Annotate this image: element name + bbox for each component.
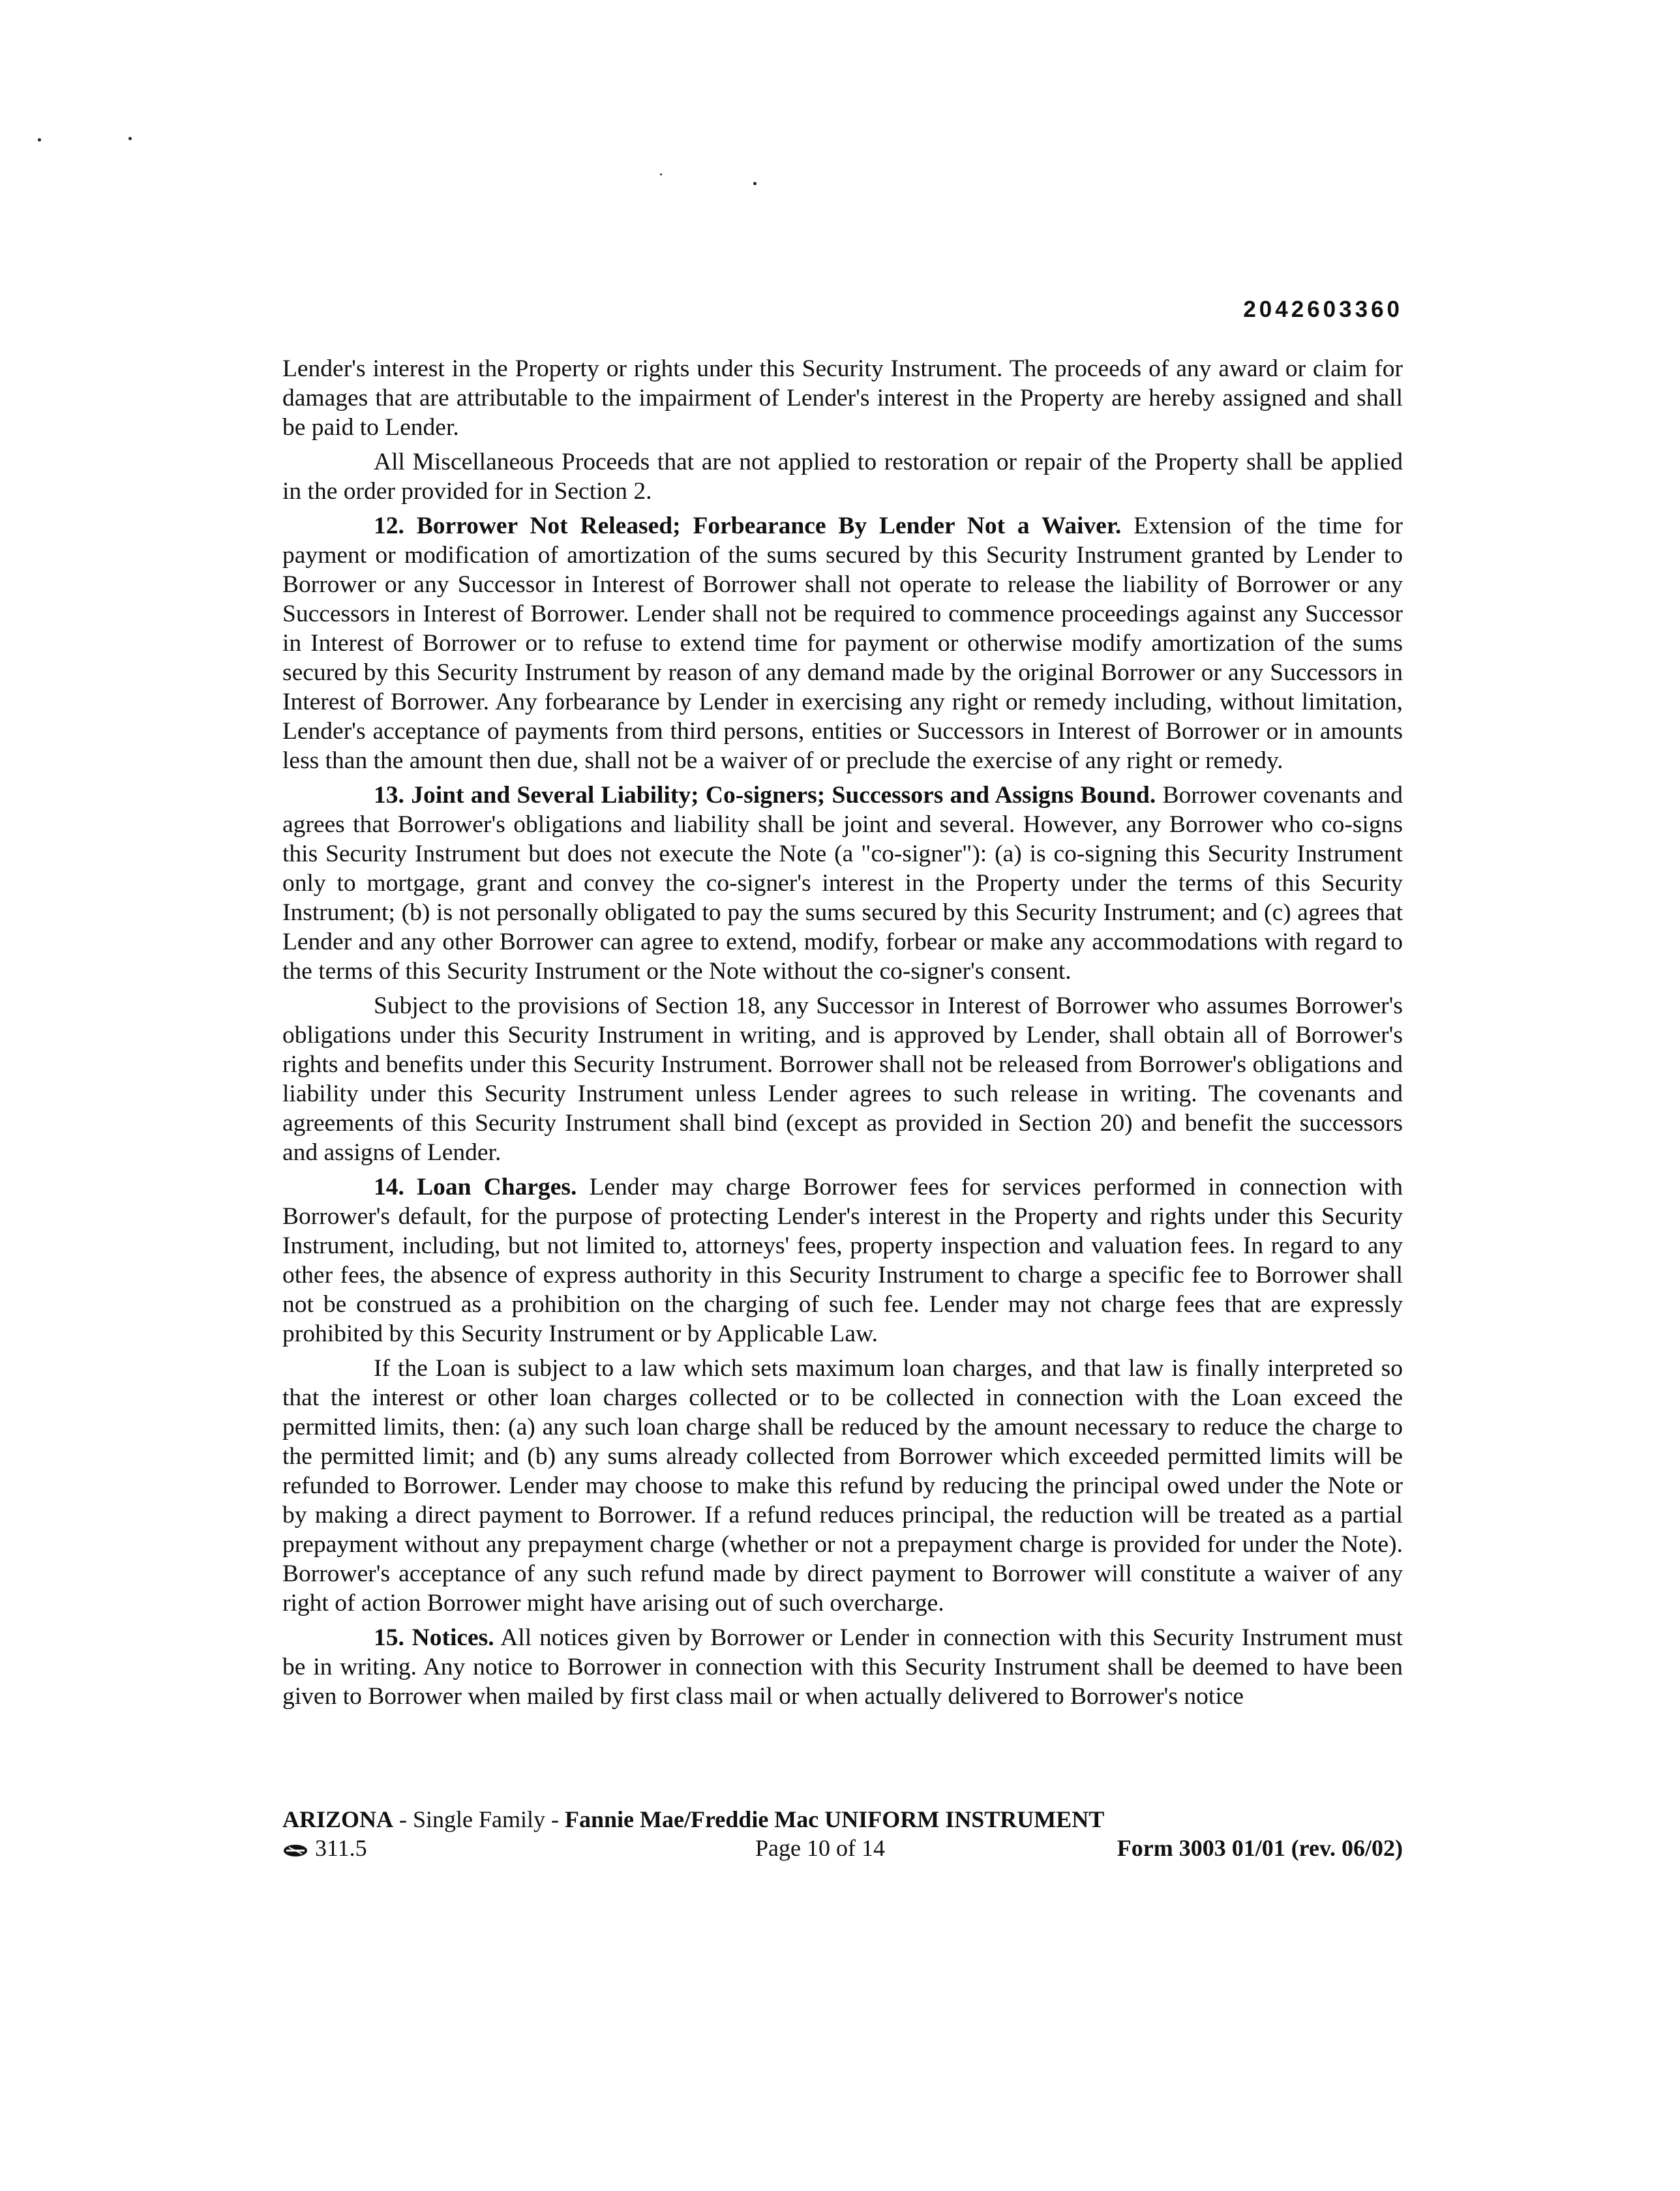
vmp-logo-icon [282,1843,308,1858]
section-heading: 13. Joint and Several Liability; Co-signers; Successors and Assigns Bound. [374,782,1156,809]
scan-speck [753,182,757,185]
page-number: Page 10 of 14 [755,1835,885,1861]
scan-speck [128,137,132,140]
footer-instrument-line [282,1805,1403,1834]
paragraph: Lender's interest in the Property or rights under this Security Instrument. The proceeds of any award or claim for damages that are attributable to the impairment of Lender's interest in the Property are hereby assigned and shall be paid to Lender. [282,355,1403,441]
paragraph: Subject to the provisions of Section 18, any Successor in Interest of Borrower who assumes Borrower's obligations under this Security Instrument in writing, and is approved by Lender, shall obtain all of Borrower's rights and benefits under this Security Instrument. Borrower shall not be released from Borrower's obligations and liability under this Security Instrument unless Lender agrees to such release in writing. The covenants and agreements of this Security Instrument shall bind (except as provided in Section 20) and benefit the successors and assigns of Lender. [282,992,1403,1166]
footer-state: ARIZONA [282,1806,394,1832]
scan-speck [38,138,41,142]
footer-instrument: Fannie Mae/Freddie Mac UNIFORM INSTRUMENT [565,1806,1105,1832]
section-15-paragraph: 15. Notices. All notices given by Borrower or Lender in connection with this Security Instrument must be in writing. Any notice to Borrower in connection with this Security Instrument shall be deemed to have been given to Borrower when mailed by first class mail or when actually delivered to Borrower's notice [282,1624,1403,1710]
scan-speck [660,173,662,175]
document-number: 2042603360 [1243,297,1403,322]
paragraph: If the Loan is subject to a law which sets maximum loan charges, and that law is finally interpreted so that the interest or other loan charges collected or to be collected in connection with the Loan exceed the permitted limits, then: (a) any such loan charge shall be reduced by the amount necessary to reduce the charge to the permitted limit; and (b) any sums already collected from Borrower which exceeded permitted limits will be refunded to Borrower. Lender may choose to make this refund by reducing the principal owed under the Note or by making a direct payment to Borrower. If a refund reduces principal, the reduction will be treated as a partial prepayment without any prepayment charge (whether or not a prepayment charge is provided for under the Note). Borrower's acceptance of any such refund made by direct payment to Borrower will constitute a waiver of any right of action Borrower might have arising out of such overcharge. [282,1355,1403,1617]
page-footer [282,1805,1403,1864]
section-14-paragraph: 14. Loan Charges. Lender may charge Borrower fees for services performed in connection with Borrower's default, for the purpose of protecting Lender's interest in the Property and rights under this Security Instrument, including, but not limited to, attorneys' fees, property inspection and valuation fees. In regard to any other fees, the absence of express authority in this Security Instrument to charge a specific fee to Borrower shall not be construed as a prohibition on the charging of such fee. Lender may not charge fees that are expressly prohibited by this Security Instrument or by Applicable Law. [282,1174,1403,1347]
footer-code: 311.5 [315,1835,367,1861]
document-body [282,354,1403,1716]
section-heading: 14. Loan Charges. [374,1174,577,1200]
section-heading: 15. Notices. [374,1624,494,1651]
form-number: Form 3003 01/01 (rev. 06/02) [1117,1835,1403,1861]
footer-meta-line [282,1834,1403,1864]
footer-separator: - Single Family - [393,1806,565,1832]
section-heading: 12. Borrower Not Released; Forbearance By Lender Not a Waiver. [374,513,1122,539]
section-13-paragraph: 13. Joint and Several Liability; Co-signers; Successors and Assigns Bound. Borrower covenants and agrees that Borrower's obligations and liability shall be joint and several. However, any Borrower who co-signs this Security Instrument but does not execute the Note (a "co-signer"): (a) is co-signing this Security Instrument only to mortgage, grant and convey the co-signer's interest in the Property under the terms of this Security Instrument; (b) is not personally obligated to pay the sums secured by this Security Instrument; and (c) agrees that Lender and any other Borrower can agree to extend, modify, forbear or make any accommodations with regard to the terms of this Security Instrument or the Note without the co-signer's consent. [282,782,1403,985]
paragraph: All Miscellaneous Proceeds that are not applied to restoration or repair of the Property shall be applied in the order provided for in Section 2. [282,449,1403,505]
section-12-paragraph: 12. Borrower Not Released; Forbearance By Lender Not a Waiver. Extension of the time for payment or modification of amortization of the sums secured by this Security Instrument granted by Lender to Borrower or any Successor in Interest of Borrower shall not operate to release the liability of Borrower or any Successors in Interest of Borrower. Lender shall not be required to commence proceedings against any Successor in Interest of Borrower or to refuse to extend time for payment or otherwise modify amortization of the sums secured by this Security Instrument by reason of any demand made by the original Borrower or any Successors in Interest of Borrower. Any forbearance by Lender in exercising any right or remedy including, without limitation, Lender's acceptance of payments from third persons, entities or Successors in Interest of Borrower or in amounts less than the amount then due, shall not be a waiver of or preclude the exercise of any right or remedy. [282,513,1403,774]
